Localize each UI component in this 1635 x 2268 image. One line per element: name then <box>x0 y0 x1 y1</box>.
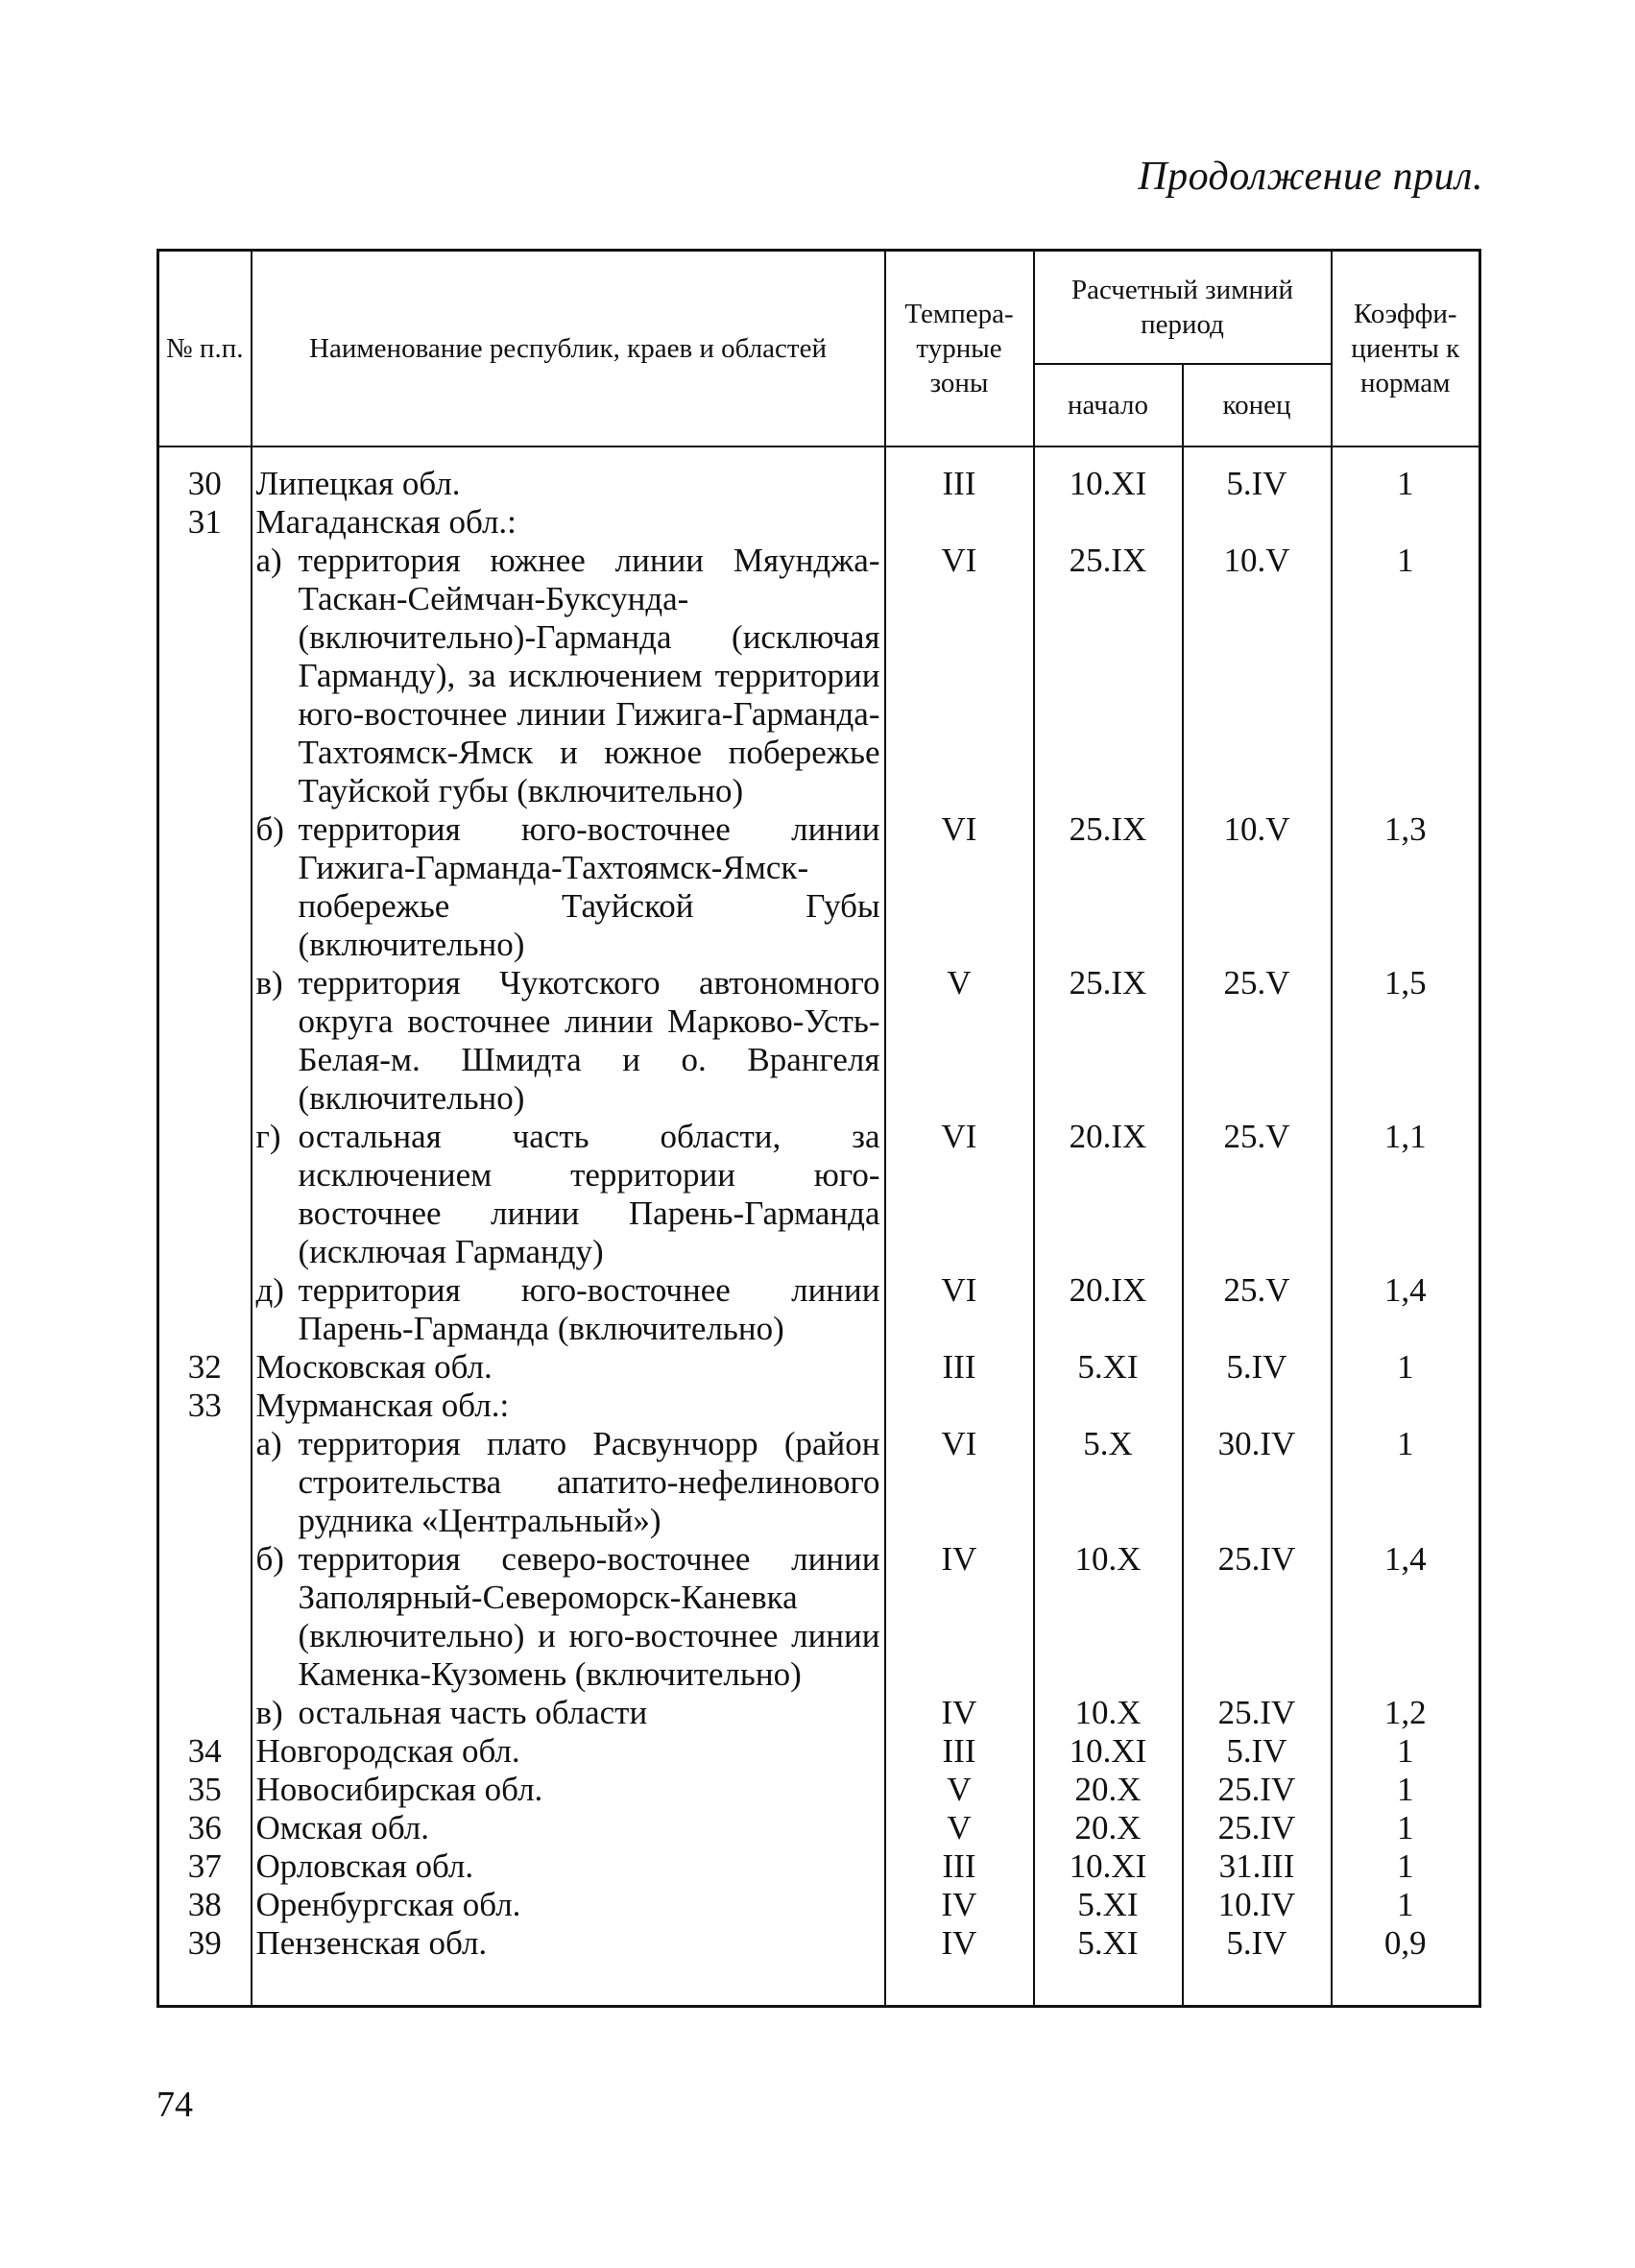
period-end: 10.IV <box>1183 1886 1332 1924</box>
column-header-coefficient: Коэффи- циенты к нормам <box>1332 251 1480 447</box>
region-name-cell <box>252 1425 885 1540</box>
row-number <box>158 810 252 964</box>
period-start: 20.IX <box>1034 1118 1183 1271</box>
table-row <box>158 1771 1480 1809</box>
region-name: территория плато Расвунчорр (район строительства апатито-нефелинового рудника «Центральный») <box>298 1425 880 1539</box>
subitem <box>256 1540 880 1694</box>
period-end: 10.V <box>1183 542 1332 810</box>
page-header-title: Продолжение прил. <box>1138 155 1483 199</box>
table-row <box>158 1732 1480 1771</box>
row-number <box>158 1694 252 1732</box>
period-end: 31.III <box>1183 1847 1332 1886</box>
temperature-zone: III <box>885 1732 1034 1771</box>
period-start: 5.X <box>1034 1425 1183 1540</box>
region-name: территория южнее линии Мяунджа-Таскан-Сеймчан-Буксунда-(включительно)-Гарманда (исключая Гарманду), за исключением территории юго-восточнее линии Гижига-Гарманда-Тахтоямск-Ямск и южное побережье Тауйской губы (включительно) <box>298 542 880 809</box>
period-start: 5.XI <box>1034 1348 1183 1387</box>
period-start: 5.XI <box>1034 1924 1183 2007</box>
region-name-cell: Московская обл. <box>252 1348 885 1387</box>
region-name-cell: Омская обл. <box>252 1809 885 1847</box>
table-row <box>158 1348 1480 1387</box>
subitem-label: б) <box>255 1540 284 1578</box>
norm-coefficient <box>1332 1387 1480 1425</box>
temperature-zone: III <box>885 1847 1034 1886</box>
period-end: 25.V <box>1183 1271 1332 1348</box>
region-name-cell: Новгородская обл. <box>252 1732 885 1771</box>
region-name-cell <box>252 964 885 1118</box>
row-number <box>158 542 252 810</box>
norm-coefficient: 1 <box>1332 1847 1480 1886</box>
row-number: 36 <box>158 1809 252 1847</box>
period-start: 20.IX <box>1034 1271 1183 1348</box>
period-start: 10.X <box>1034 1694 1183 1732</box>
column-header-name: Наименование республик, краев и областей <box>252 251 885 447</box>
region-name-cell: Орловская обл. <box>252 1847 885 1886</box>
period-start: 10.XI <box>1034 1847 1183 1886</box>
row-number <box>158 1118 252 1271</box>
norm-coefficient: 1,2 <box>1332 1694 1480 1732</box>
table-row <box>158 446 1480 503</box>
row-number <box>158 1425 252 1540</box>
subitem-label: а) <box>255 542 282 579</box>
region-name-cell <box>252 1540 885 1694</box>
period-start: 10.XI <box>1034 446 1183 503</box>
region-name-cell: Пензенская обл. <box>252 1924 885 2007</box>
norm-coefficient <box>1332 503 1480 542</box>
subitem-label: г) <box>255 1118 281 1155</box>
table-row <box>158 1809 1480 1847</box>
table-row <box>158 1924 1480 2007</box>
region-name: остальная часть области <box>298 1694 648 1731</box>
table-row <box>158 1271 1480 1348</box>
region-name-cell: Новосибирская обл. <box>252 1771 885 1809</box>
period-end: 10.V <box>1183 810 1332 964</box>
temperature-zone: VI <box>885 1425 1034 1540</box>
column-header-end: конец <box>1183 364 1332 446</box>
region-name: остальная часть области, за исключением территории юго-восточнее линии Парень-Гарманда (исключая Гарманду) <box>298 1118 880 1270</box>
period-end: 5.IV <box>1183 1924 1332 2007</box>
table-row <box>158 503 1480 542</box>
period-start: 20.X <box>1034 1809 1183 1847</box>
temperature-zone <box>885 503 1034 542</box>
temperature-zone: VI <box>885 542 1034 810</box>
table-body <box>158 446 1480 2007</box>
norm-coefficient: 1,5 <box>1332 964 1480 1118</box>
subitem-label: в) <box>255 1694 283 1731</box>
region-name: территория юго-восточнее линии Парень-Гарманда (включительно) <box>298 1271 880 1347</box>
temperature-zone <box>885 1387 1034 1425</box>
table-row <box>158 1847 1480 1886</box>
regions-table <box>156 249 1481 2008</box>
period-start: 5.XI <box>1034 1886 1183 1924</box>
norm-coefficient: 1 <box>1332 1886 1480 1924</box>
table-row <box>158 542 1480 810</box>
period-start <box>1034 503 1183 542</box>
subitem <box>256 542 880 810</box>
table-row <box>158 810 1480 964</box>
region-name-cell: Оренбургская обл. <box>252 1886 885 1924</box>
row-number: 35 <box>158 1771 252 1809</box>
period-start: 10.XI <box>1034 1732 1183 1771</box>
region-name-cell <box>252 1118 885 1271</box>
period-end: 25.V <box>1183 964 1332 1118</box>
subitem <box>256 1425 880 1540</box>
row-number: 34 <box>158 1732 252 1771</box>
norm-coefficient: 1 <box>1332 1732 1480 1771</box>
temperature-zone: V <box>885 964 1034 1118</box>
temperature-zone: III <box>885 446 1034 503</box>
table-row <box>158 1425 1480 1540</box>
norm-coefficient: 1 <box>1332 542 1480 810</box>
temperature-zone: VI <box>885 810 1034 964</box>
subitem <box>256 964 880 1118</box>
subitem-label: в) <box>255 964 283 1001</box>
table-row <box>158 1118 1480 1271</box>
row-number: 31 <box>158 503 252 542</box>
temperature-zone: VI <box>885 1271 1034 1348</box>
period-start: 25.IX <box>1034 810 1183 964</box>
subitem <box>256 1694 880 1732</box>
temperature-zone: IV <box>885 1886 1034 1924</box>
table-row <box>158 1694 1480 1732</box>
subitem-label: б) <box>255 810 284 848</box>
table-row <box>158 1387 1480 1425</box>
norm-coefficient: 1 <box>1332 1348 1480 1387</box>
period-end <box>1183 1387 1332 1425</box>
region-name-cell <box>252 1694 885 1732</box>
temperature-zone: IV <box>885 1924 1034 2007</box>
temperature-zone: IV <box>885 1540 1034 1694</box>
page-number: 74 <box>156 2085 193 2125</box>
table-row <box>158 964 1480 1118</box>
row-number: 39 <box>158 1924 252 2007</box>
region-name: территория северо-восточнее линии Заполярный-Североморск-Каневка (включительно) и юго-восточнее линии Каменка-Кузомень (включительно) <box>298 1540 880 1693</box>
period-end: 5.IV <box>1183 446 1332 503</box>
subitem <box>256 810 880 964</box>
period-end: 25.V <box>1183 1118 1332 1271</box>
subitem <box>256 1271 880 1348</box>
norm-coefficient: 1,4 <box>1332 1540 1480 1694</box>
region-name-cell: Липецкая обл. <box>252 446 885 503</box>
row-number <box>158 1271 252 1348</box>
norm-coefficient: 1 <box>1332 1809 1480 1847</box>
period-end <box>1183 503 1332 542</box>
subitem <box>256 1118 880 1271</box>
row-number: 37 <box>158 1847 252 1886</box>
period-start <box>1034 1387 1183 1425</box>
period-end: 5.IV <box>1183 1732 1332 1771</box>
norm-coefficient: 1,1 <box>1332 1118 1480 1271</box>
row-number: 32 <box>158 1348 252 1387</box>
period-start: 25.IX <box>1034 964 1183 1118</box>
region-name: территория Чукотского автономного округа восточнее линии Марково-Усть-Белая-м. Шмидта и о. Врангеля (включительно) <box>298 964 880 1117</box>
period-start: 25.IX <box>1034 542 1183 810</box>
period-start: 10.X <box>1034 1540 1183 1694</box>
subitem-label: а) <box>255 1425 282 1462</box>
temperature-zone: VI <box>885 1118 1034 1271</box>
norm-coefficient: 1,4 <box>1332 1271 1480 1348</box>
temperature-zone: III <box>885 1348 1034 1387</box>
table-row <box>158 1540 1480 1694</box>
region-name-cell: Магаданская обл.: <box>252 503 885 542</box>
region-name-cell <box>252 810 885 964</box>
region-name-cell <box>252 542 885 810</box>
column-header-start: начало <box>1034 364 1183 446</box>
period-end: 25.IV <box>1183 1694 1332 1732</box>
table-row <box>158 1886 1480 1924</box>
norm-coefficient: 1 <box>1332 1425 1480 1540</box>
norm-coefficient: 1 <box>1332 1771 1480 1809</box>
period-end: 25.IV <box>1183 1809 1332 1847</box>
region-name: территория юго-восточнее линии Гижига-Гарманда-Тахтоямск-Ямск-побережье Тауйской Губы (включительно) <box>298 810 880 963</box>
period-end: 5.IV <box>1183 1348 1332 1387</box>
row-number: 38 <box>158 1886 252 1924</box>
row-number: 33 <box>158 1387 252 1425</box>
norm-coefficient: 1,3 <box>1332 810 1480 964</box>
temperature-zone: V <box>885 1771 1034 1809</box>
row-number <box>158 1540 252 1694</box>
column-header-period: Расчетный зимний период <box>1034 251 1332 365</box>
period-end: 25.IV <box>1183 1540 1332 1694</box>
row-number: 30 <box>158 446 252 503</box>
region-name-cell: Мурманская обл.: <box>252 1387 885 1425</box>
subitem-label: д) <box>255 1271 284 1309</box>
row-number <box>158 964 252 1118</box>
temperature-zone: V <box>885 1809 1034 1847</box>
column-header-number: № п.п. <box>158 251 252 447</box>
norm-coefficient: 0,9 <box>1332 1924 1480 2007</box>
period-end: 30.IV <box>1183 1425 1332 1540</box>
norm-coefficient: 1 <box>1332 446 1480 503</box>
temperature-zone: IV <box>885 1694 1034 1732</box>
region-name-cell <box>252 1271 885 1348</box>
period-start: 20.X <box>1034 1771 1183 1809</box>
period-end: 25.IV <box>1183 1771 1332 1809</box>
column-header-zone: Темпера- турные зоны <box>885 251 1034 447</box>
